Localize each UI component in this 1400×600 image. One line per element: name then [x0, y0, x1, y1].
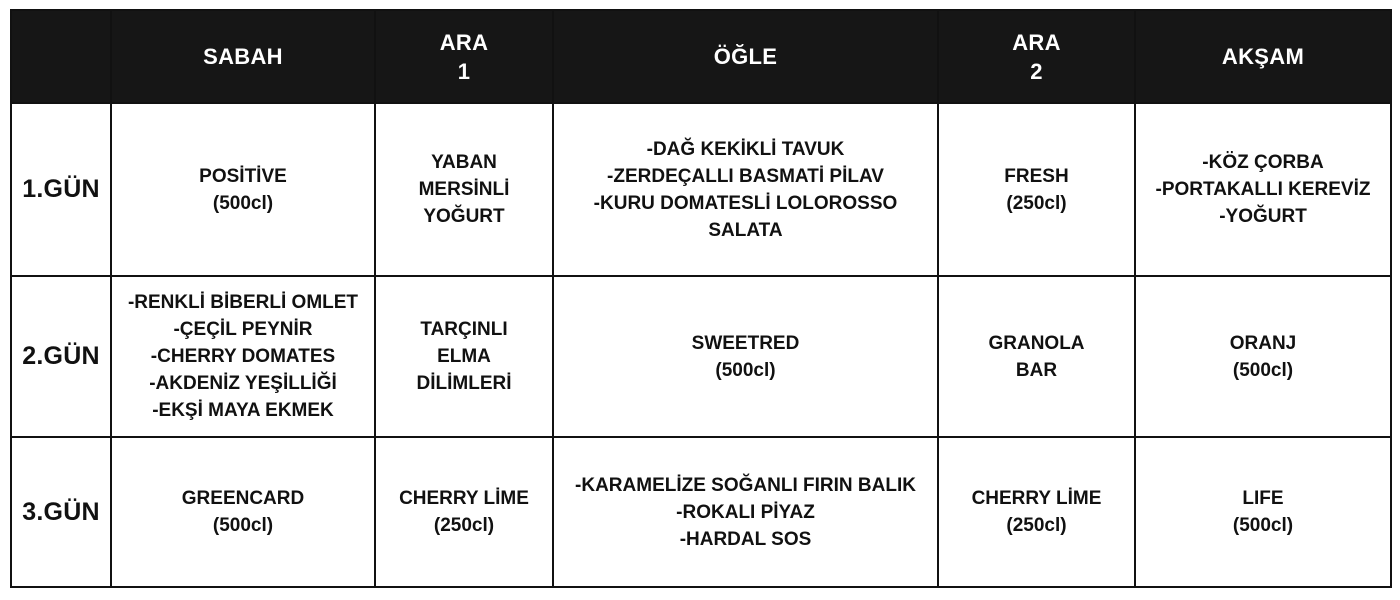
cell-line: (250cl): [1006, 515, 1067, 536]
cell-line: -KARAMELİZE SOĞANLI FIRIN BALIK: [575, 474, 916, 496]
cell-line: -EKŞİ MAYA EKMEK: [152, 400, 334, 421]
cell-sabah: [111, 437, 375, 587]
cell-sabah: [111, 103, 375, 276]
cell-line: -KÖZ ÇORBA: [1202, 152, 1324, 173]
cell-line: DİLİMLERİ: [416, 373, 512, 394]
cell-line: -ZERDEÇALLI BASMATİ PİLAV: [607, 165, 884, 187]
header-line: ARA: [1012, 29, 1061, 55]
cell-aksam: [1135, 103, 1391, 276]
table-row-day-3: [11, 437, 1391, 587]
cell-line: SALATA: [708, 219, 783, 241]
cell-line: (250cl): [1006, 192, 1067, 214]
day-label: 2.GÜN: [11, 276, 111, 437]
cell-ara-1: [375, 437, 553, 587]
cell-line: -HARDAL SOS: [679, 528, 812, 550]
cell-line: (500cl): [715, 359, 776, 381]
cell-line: -PORTAKALLI KEREVİZ: [1155, 179, 1371, 200]
cell-ara-1: [375, 276, 553, 437]
cell-line: -YOĞURT: [1219, 206, 1307, 227]
cell-sabah: [111, 276, 375, 437]
header-line: 1: [457, 58, 471, 84]
cell-line: ELMA: [437, 346, 491, 367]
meal-plan-table: [10, 9, 1392, 588]
cell-aksam: [1135, 437, 1391, 587]
header-line: ARA: [439, 29, 489, 55]
cell-line: (250cl): [433, 515, 495, 536]
cell-line: YABAN: [431, 152, 497, 173]
cell-line: TARÇINLI: [420, 319, 508, 340]
header-line: SABAH: [203, 44, 283, 69]
cell-ara-2: [938, 437, 1135, 587]
cell-line: (500cl): [212, 192, 274, 214]
cell-ara-2: [938, 276, 1135, 437]
cell-line: POSİTİVE: [199, 165, 287, 187]
cell-line: LIFE: [1242, 488, 1284, 509]
header-line: AKŞAM: [1221, 44, 1305, 69]
cell-line: GRANOLA: [988, 332, 1085, 354]
table-row-day-2: [11, 276, 1391, 437]
header-ara-2: [938, 10, 1135, 103]
cell-line: (500cl): [1232, 359, 1294, 381]
cell-line: CHERRY LİME: [971, 488, 1102, 509]
header-ogle: [553, 10, 938, 103]
cell-ara-1: [375, 103, 553, 276]
header-sabah: [111, 10, 375, 103]
cell-ogle: [553, 437, 938, 587]
cell-line: -DAĞ KEKİKLİ TAVUK: [646, 138, 845, 160]
meal-plan-page: [10, 9, 1390, 588]
cell-line: FRESH: [1004, 165, 1069, 187]
header-corner-cell: [11, 10, 111, 103]
cell-line: (500cl): [1232, 515, 1294, 536]
day-label: 1.GÜN: [11, 103, 111, 276]
table-row-day-1: [11, 103, 1391, 276]
cell-line: ORANJ: [1229, 332, 1297, 354]
cell-line: YOĞURT: [423, 206, 505, 227]
header-aksam: [1135, 10, 1391, 103]
cell-line: -KURU DOMATESLİ LOLOROSSO: [593, 192, 898, 214]
cell-line: -RENKLİ BİBERLİ OMLET: [127, 292, 359, 313]
cell-line: -ROKALI PİYAZ: [676, 501, 815, 523]
header-line: 2: [1030, 58, 1043, 84]
cell-line: SWEETRED: [691, 332, 800, 354]
cell-line: -CHERRY DOMATES: [150, 346, 336, 367]
cell-aksam: [1135, 276, 1391, 437]
header-ara-1: [375, 10, 553, 103]
cell-line: GREENCARD: [181, 488, 305, 509]
cell-ogle: [553, 103, 938, 276]
cell-line: -ÇEÇİL PEYNİR: [173, 319, 313, 340]
day-label: 3.GÜN: [11, 437, 111, 587]
cell-line: CHERRY LİME: [399, 488, 529, 509]
header-row: [11, 10, 1391, 103]
cell-ara-2: [938, 103, 1135, 276]
cell-line: -AKDENİZ YEŞİLLİĞİ: [149, 373, 337, 394]
cell-line: MERSİNLİ: [418, 179, 510, 200]
cell-line: BAR: [1015, 359, 1058, 381]
cell-ogle: [553, 276, 938, 437]
cell-line: (500cl): [212, 515, 274, 536]
header-line: ÖĞLE: [713, 44, 778, 69]
